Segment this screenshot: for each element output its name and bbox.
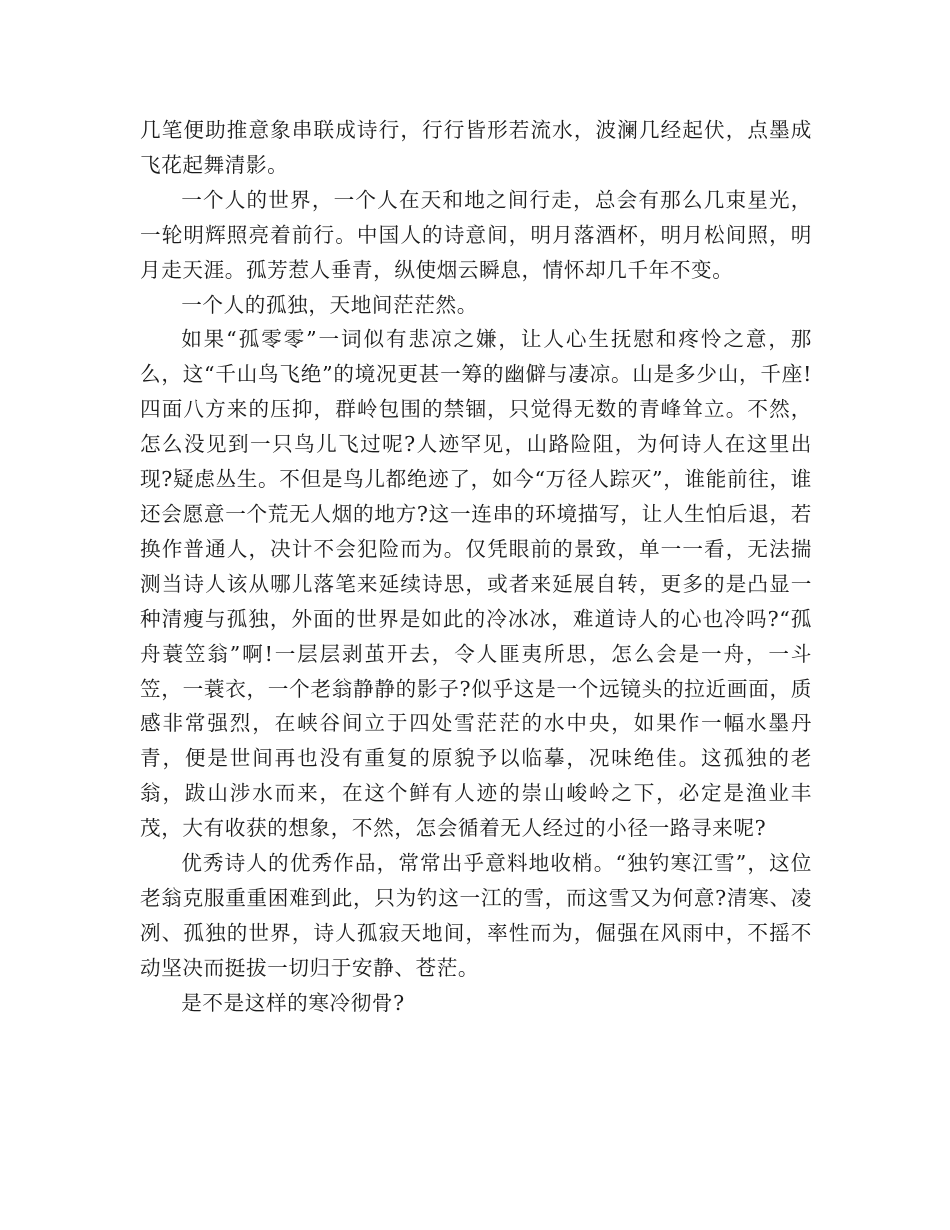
paragraph-fishing-snow: 优秀诗人的优秀作品，常常出乎意料地收梢。“独钓寒江雪”，这位老翁克服重重困难到此，只为钓这一江的雪，而这雪又为何意?清寒、凌冽、孤独的世界，诗人孤寂天地间，率性而为，倔强在风雨中，不摇不动坚决而挺拔一切归于安静、苍茫。 [140,851,812,980]
paragraph-lone-world: 一个人的世界，一个人在天和地之间行走，总会有那么几束星光，一轮明辉照亮着前行。中国人的诗意间，明月落酒杯，明月松间照，明月走天涯。孤芳惹人垂青，纵使烟云瞬息，情怀却几千年不变。 [140,187,812,282]
paragraph-lone-solitude: 一个人的孤独，天地间茫茫然。 [181,292,478,317]
paragraph-continuation: 几笔便助推意象串联成诗行，行行皆形若流水，波澜几经起伏，点墨成飞花起舞清影。 [140,118,812,177]
article-body [140,113,812,1021]
paragraph-thousand-mountains: 如果“孤零零”一词似有悲凉之嫌，让人心生抚慰和疼怜之意，那么，这“千山鸟飞绝”的境况更甚一筹的幽僻与凄凉。山是多少山，千座!四面八方来的压抑，群岭包围的禁锢，只觉得无数的青峰耸立。不然，怎么没见到一只鸟儿飞过呢?人迹罕见，山路险阻，为何诗人在这里出现?疑虑丛生。不但是鸟儿都绝迹了，如今“万径人踪灭”，谁能前往，谁还会愿意一个荒无人烟的地方?这一连串的环境描写，让人生怕后退，若换作普通人，决计不会犯险而为。仅凭眼前的景致，单一一看，无法揣测当诗人该从哪儿落笔来延续诗思，或者来延展自转，更多的是凸显一种清瘦与孤独，外面的世界是如此的冷冰冰，难道诗人的心也冷吗?“孤舟蓑笠翁”啊!一层层剥茧开去，令人匪夷所思，怎么会是一舟，一斗笠，一蓑衣，一个老翁静静的影子?似乎这是一个远镜头的拉近画面，质感非常强烈，在峡谷间立于四处雪茫茫的水中央，如果作一幅水墨丹青，便是世间再也没有重复的原貌予以临摹，况味绝佳。这孤独的老翁，跋山涉水而来，在这个鲜有人迹的崇山峻岭之下，必定是渔业丰茂，大有收获的想象，不然，怎会循着无人经过的小径一路寻来呢? [140,327,812,841]
paragraph-closing-question: 是不是这样的寒冷彻骨? [181,990,405,1015]
